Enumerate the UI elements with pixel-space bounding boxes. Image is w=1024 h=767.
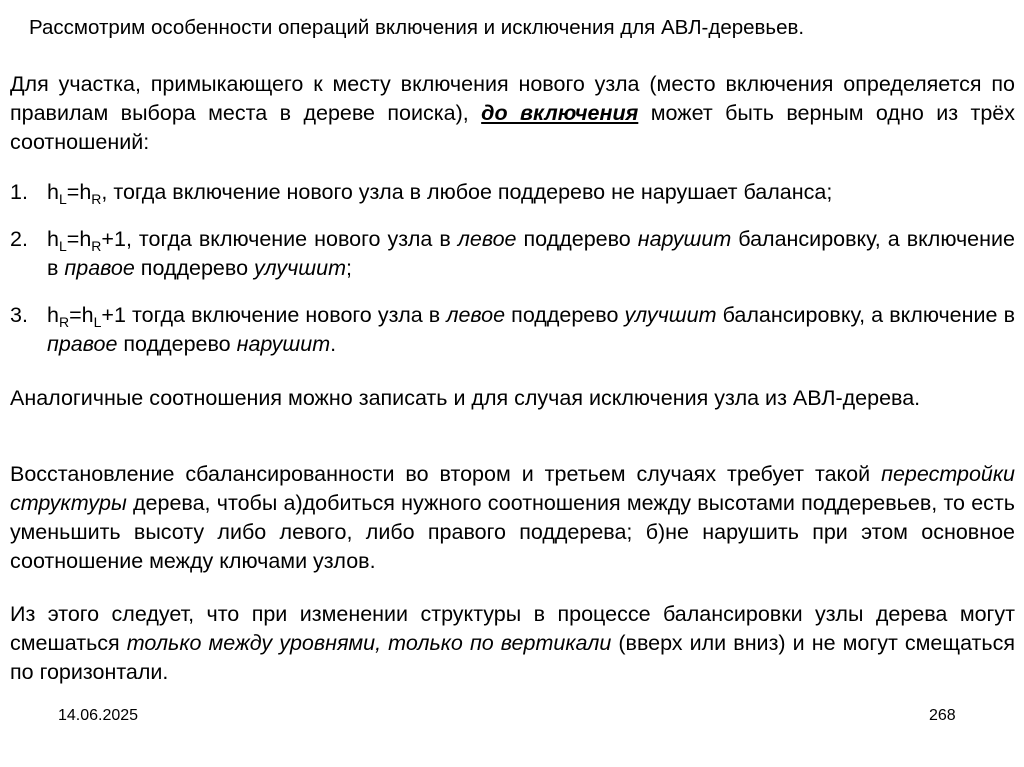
p4-text-end: (вверх или вниз) и не могут смещаться по горизонтали. [10, 631, 1016, 684]
formula-plus: +1 [101, 227, 126, 251]
p1-text-start: Для участка, примыкающего к месту включения нового узла (место включения определяется по правилам выбора места в дереве поиска), [10, 72, 1015, 125]
paragraph-deletion-analogy: Аналогичные соотношения можно записать и для случая исключения узла из АВЛ-дерева. [10, 386, 921, 410]
formula-h: h [47, 180, 59, 204]
item-text-part: , тогда включение нового узла в [125, 227, 458, 251]
slide-heading: Рассмотрим особенности операций включения и исключения для АВЛ-деревьев. [29, 16, 805, 39]
item-emphasis: нарушит [637, 227, 732, 251]
item-text-part: поддерево [134, 256, 255, 280]
item-text-part: поддерево [505, 303, 625, 327]
p1-emphasis-before-insertion: до включения [481, 101, 639, 125]
item-text-part: тогда включение нового узла в [125, 303, 447, 327]
list-item [10, 225, 1015, 283]
formula-subscript: L [58, 238, 67, 254]
list-item-number: 1. [10, 180, 28, 204]
formula-subscript: L [93, 314, 102, 330]
formula-equals: = [66, 227, 80, 251]
item-text-part: . [330, 332, 337, 356]
formula-h: h [47, 303, 59, 327]
list-item-number: 2. [10, 227, 28, 251]
list-item-text [47, 301, 1015, 359]
paragraph-insertion-context [10, 70, 1015, 157]
formula-subscript: R [58, 314, 70, 330]
item-emphasis: левое [457, 227, 517, 251]
p3-text-end: дерева, чтобы а)добиться нужного соотношения между высотами поддеревьев, то есть уменьшить высоту либо левого, либо правого поддерева; б)не нарушить при этом основное соотношение между ключами узлов. [10, 491, 1015, 573]
footer-date: 14.06.2025 [58, 707, 139, 724]
formula-subscript: L [58, 191, 67, 207]
item-text-part: ; [346, 256, 352, 280]
item-text-part: поддерево [117, 332, 237, 356]
item-text-part: поддерево [516, 227, 638, 251]
formula-h: h [79, 180, 92, 204]
p4-text-start: Из этого следует, что при изменении структуры в процессе балансировки узлы дерева могут смешаться [10, 602, 1015, 655]
footer-page-number: 268 [929, 707, 956, 724]
formula-h: h [47, 227, 59, 251]
p3-text-start: Восстановление сбалансированности во втором и третьем случаях требует такой [10, 462, 882, 486]
formula-plus: +1 [101, 303, 126, 327]
list-item-text [47, 225, 1015, 283]
item-emphasis: правое [47, 332, 118, 356]
formula-h: h [81, 303, 94, 327]
item-emphasis: улучшит [254, 256, 346, 280]
list-item [10, 178, 1015, 207]
item-emphasis: левое [446, 303, 506, 327]
formula-equals: = [66, 180, 80, 204]
paragraph-rebalancing [10, 460, 1015, 576]
item-emphasis: улучшит [624, 303, 717, 327]
p1-text-end: может быть верным одно из трёх соотношений: [10, 101, 1015, 154]
item-emphasis: нарушит [236, 332, 331, 356]
list-item-number: 3. [10, 303, 28, 327]
p4-emphasis-vertical-only: только между уровнями, только по вертикали [126, 631, 612, 655]
item-text-part: , тогда включение нового узла в любое поддерево не нарушает баланса; [101, 180, 833, 204]
height-relations-list [10, 178, 1015, 377]
formula-equals: = [69, 303, 82, 327]
item-emphasis: правое [64, 256, 135, 280]
list-item-text [47, 178, 1015, 207]
paragraph-vertical-shift [10, 600, 1015, 687]
formula-subscript: R [91, 238, 102, 254]
formula-h: h [79, 227, 92, 251]
item-text-part: балансировку, а включение в [47, 227, 1015, 280]
item-text-part: балансировку, а включение в [716, 303, 1015, 327]
list-item [10, 301, 1015, 359]
p3-emphasis-restructuring: перестройки структуры [10, 462, 1015, 515]
formula-subscript: R [91, 191, 102, 207]
